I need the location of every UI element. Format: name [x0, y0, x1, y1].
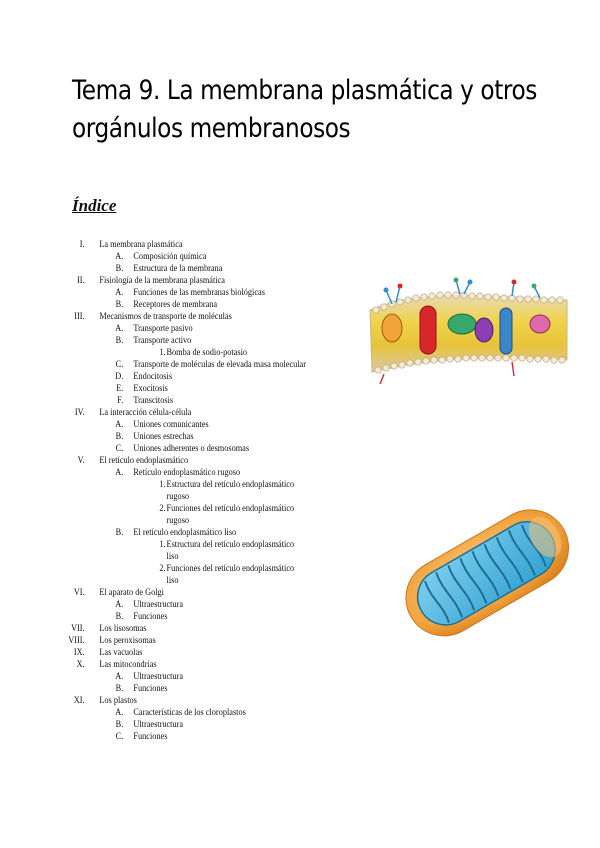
toc-entry-number: II.: [77, 275, 85, 285]
toc-entry-number: B.: [115, 335, 124, 345]
mitochondrion-illustration: [385, 498, 585, 648]
toc-entry-text: Funciones del retículo endoplasmático rugoso: [166, 503, 295, 525]
toc-entry-number: B.: [115, 683, 124, 693]
toc-entry: [0, 238, 552, 250]
toc-entry: [0, 418, 552, 430]
toc-entry-text: Ultraestructura: [133, 719, 184, 729]
toc-entry-text: Receptores de membrana: [133, 299, 218, 309]
toc-entry-text: Funciones del retículo endoplasmático liso: [166, 563, 295, 585]
toc-entry-text: La membrana plasmática: [99, 239, 183, 249]
toc-entry-number: 1.: [159, 539, 166, 549]
toc-entry: [0, 406, 552, 418]
toc-entry-text: Composición química: [133, 251, 207, 261]
toc-entry-number: B.: [115, 431, 124, 441]
page-title-line-1: Tema 9. La membrana plasmática y otros: [72, 75, 537, 106]
toc-entry-number: B.: [115, 263, 124, 273]
toc-entry-text: Endocitosis: [133, 371, 173, 381]
toc-entry-text: Las vacuolas: [99, 647, 143, 657]
toc-entry: [0, 250, 552, 262]
toc-entry: [0, 730, 552, 742]
toc-entry-number: A.: [115, 323, 124, 333]
page-title-line-2: orgánulos membranosos: [72, 113, 351, 144]
toc-entry-number: III.: [74, 311, 85, 321]
toc-entry-text: Transcitosis: [133, 395, 174, 405]
toc-entry-text: Las mitocondrias: [99, 659, 157, 669]
toc-entry-number: C.: [115, 731, 124, 741]
toc-entry-text: Funciones: [133, 683, 168, 693]
toc-entry-text: Exocitosis: [133, 383, 168, 393]
toc-entry: [0, 430, 552, 442]
toc-entry-text: Características de los cloroplastos: [133, 707, 246, 717]
toc-entry-number: A.: [115, 251, 124, 261]
toc-entry-number: XI.: [73, 695, 85, 705]
toc-entry-text: Funciones: [133, 731, 168, 741]
toc-entry-text: Los plastos: [99, 695, 137, 705]
toc-entry-number: VIII.: [68, 635, 85, 645]
toc-entry-number: A.: [115, 287, 124, 297]
toc-entry-number: B.: [115, 527, 124, 537]
toc-entry-number: 2.: [159, 563, 166, 573]
toc-entry-text: Ultraestructura: [133, 599, 184, 609]
index-heading: Índice: [72, 196, 117, 215]
toc-entry-text: Transporte activo: [133, 335, 192, 345]
toc-entry-number: E.: [116, 383, 124, 393]
toc-entry-text: Transporte de moléculas de elevada masa molecular: [133, 359, 307, 369]
toc-entry: [0, 454, 552, 466]
toc-entry-text: Uniones estrechas: [133, 431, 194, 441]
toc-entry: [0, 682, 552, 694]
toc-entry-text: El retículo endoplasmático: [99, 455, 189, 465]
toc-entry: [0, 718, 552, 730]
toc-entry-number: I.: [79, 239, 85, 249]
toc-entry-number: A.: [115, 671, 124, 681]
toc-entry-number: IV.: [74, 407, 85, 417]
toc-entry-number: 1.: [159, 347, 166, 357]
toc-entry-text: Uniones adherentes o desmosomas: [133, 443, 250, 453]
toc-entry-text: Estructura de la membrana: [133, 263, 223, 273]
toc-entry-text: Los peroxisomas: [99, 635, 156, 645]
toc-entry: [0, 706, 552, 718]
toc-entry-text: Estructura del retículo endoplasmático rugoso: [166, 479, 295, 501]
toc-entry-number: B.: [115, 719, 124, 729]
toc-entry: [0, 670, 552, 682]
toc-entry-number: A.: [115, 599, 124, 609]
toc-entry-text: Estructura del retículo endoplasmático liso: [166, 539, 295, 561]
toc-entry-text: La interacción célula-célula: [99, 407, 192, 417]
toc-entry-number: X.: [76, 659, 85, 669]
toc-entry-text: Los lisosomas: [99, 623, 147, 633]
toc-entry-number: A.: [115, 707, 124, 717]
toc-entry-text: El aparato de Golgi: [99, 587, 164, 597]
toc-entry-text: Transporte pasivo: [133, 323, 193, 333]
toc-entry-number: A.: [115, 467, 124, 477]
toc-entry-number: F.: [117, 395, 124, 405]
toc-entry-number: B.: [115, 299, 124, 309]
toc-entry-number: 2.: [159, 503, 166, 513]
toc-entry-number: C.: [115, 443, 124, 453]
toc-entry-number: VI.: [73, 587, 85, 597]
toc-entry-number: IX.: [73, 647, 85, 657]
toc-entry: [0, 466, 552, 478]
toc-entry-text: Uniones comunicantes: [133, 419, 209, 429]
toc-entry-text: Funciones de las membranas biológicas: [133, 287, 265, 297]
page-title: [72, 72, 537, 148]
toc-entry-text: El retículo endoplasmático liso: [133, 527, 237, 537]
toc-entry-text: Retículo endoplasmático rugoso: [133, 467, 241, 477]
toc-entry-text: Funciones: [133, 611, 168, 621]
toc-entry-number: 1.: [159, 479, 166, 489]
toc-entry-number: B.: [115, 611, 124, 621]
toc-entry: [0, 694, 552, 706]
toc-entry-number: A.: [115, 419, 124, 429]
toc-entry-number: VII.: [71, 623, 85, 633]
toc-entry: [0, 442, 552, 454]
toc-entry-number: C.: [115, 359, 124, 369]
toc-entry-text: Fisiología de la membrana plasmática: [99, 275, 225, 285]
cell-membrane-illustration: [362, 268, 574, 396]
toc-entry-number: V.: [77, 455, 85, 465]
toc-entry-text: Ultraestructura: [133, 671, 184, 681]
toc-entry-number: D.: [115, 371, 124, 381]
toc-entry-text: Mecanismos de transporte de moléculas: [99, 311, 232, 321]
toc-entry-text: Bomba de sodio-potasio: [166, 347, 248, 357]
toc-entry: [0, 658, 552, 670]
